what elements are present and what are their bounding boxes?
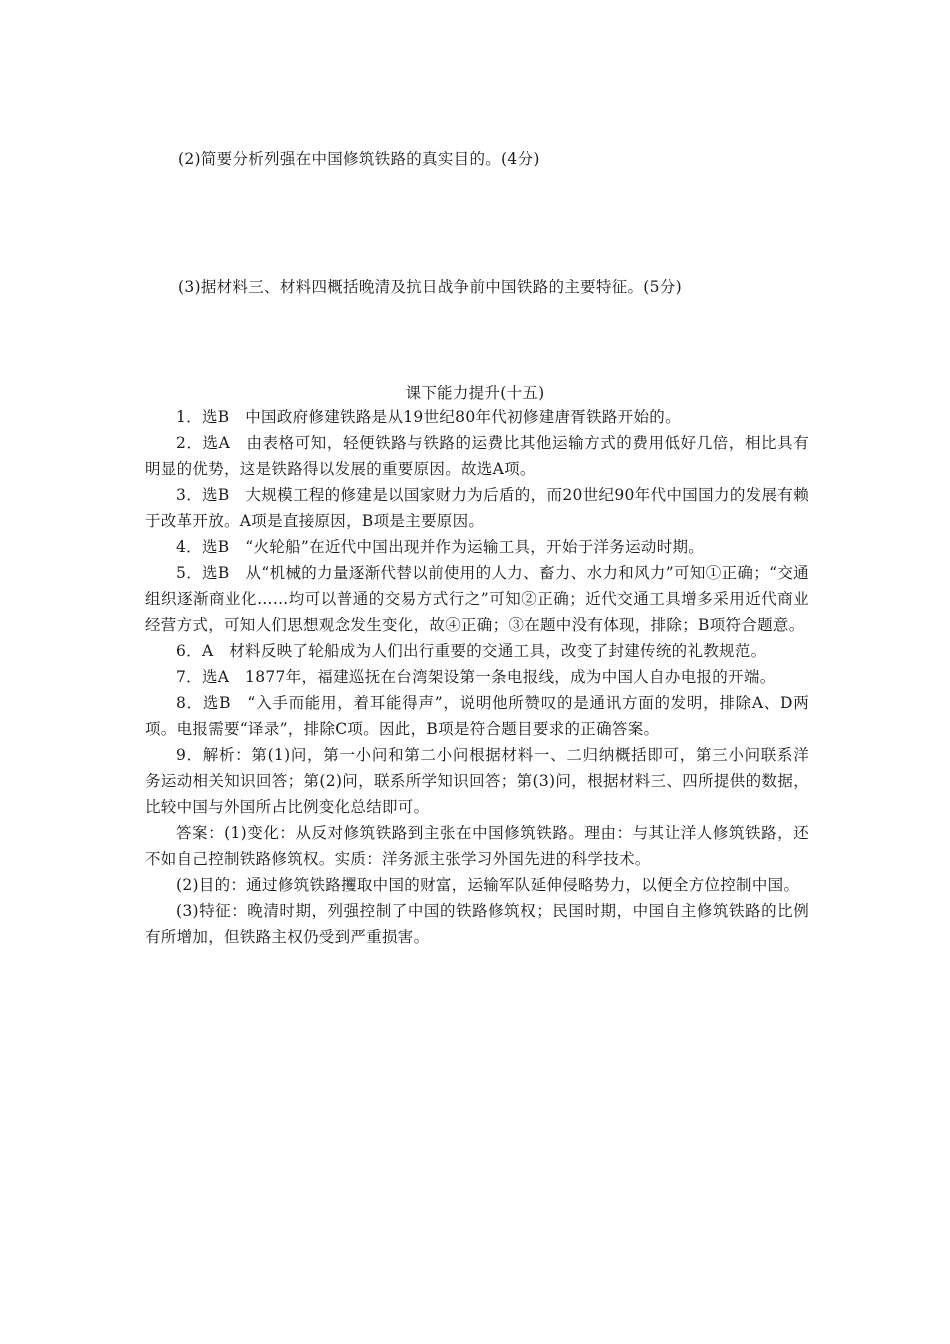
answer-9-part-2: (2)目的：通过修筑铁路攫取中国的财富，运输军队延伸侵略势力，以便全方位控制中国。 (176, 876, 800, 894)
question-3: (3)据材料三、材料四概括晚清及抗日战争前中国铁路的主要特征。(5分) (178, 278, 682, 296)
answer-2: 2．选A 由表格可知，轻便铁路与铁路的运费比其他运输方式的费用低好几倍，相比具有明显的优势，这是铁路得以发展的重要原因。故选A项。 (145, 434, 809, 478)
answer-5: 5．选B 从“机械的力量逐渐代替以前使用的人力、畜力、水力和风力”可知①正确；“交通组织逐渐商业化……均可以普通的交易方式行之”可知②正确；近代交通工具增多采用近代商业经营方式，可知人们思想观念发生变化，故④正确；③在题中没有体现，排除；B项符合题意。 (145, 564, 809, 634)
answer-4: 4．选B “火轮船”在近代中国出现并作为运输工具，开始于洋务运动时期。 (176, 538, 705, 556)
answer-3: 3．选B 大规模工程的修建是以国家财力为后盾的，而20世纪90年代中国国力的发展有赖于改革开放。A项是直接原因，B项是主要原因。 (145, 486, 809, 530)
answer-9-part-3: (3)特征：晚清时期，列强控制了中国的铁路修筑权；民国时期，中国自主修筑铁路的比例有所增加，但铁路主权仍受到严重损害。 (145, 902, 809, 946)
section-title: 课下能力提升(十五) (405, 384, 545, 402)
question-2: (2)简要分析列强在中国修筑铁路的真实目的。(4分) (178, 150, 540, 168)
answer-1: 1．选B 中国政府修建铁路是从19世纪80年代初修建唐胥铁路开始的。 (176, 408, 681, 426)
answer-6: 6．A 材料反映了轮船成为人们出行重要的交通工具，改变了封建传统的礼教规范。 (176, 642, 767, 660)
answer-list (145, 404, 809, 950)
answer-9-analysis: 9．解析：第(1)问，第一小问和第二小问根据材料一、二归纳概括即可，第三小问联系洋务运动相关知识回答；第(2)问，联系所学知识回答；第(3)问，根据材料三、四所提供的数据，比较中国与外国所占比例变化总结即可。 (145, 746, 809, 816)
answer-9-part-1: 答案：(1)变化：从反对修筑铁路到主张在中国修筑铁路。理由：与其让洋人修筑铁路，还不如自己控制铁路修筑权。实质：洋务派主张学习外国先进的科学技术。 (145, 824, 809, 868)
answer-8: 8．选B “入手而能用，着耳能得声”，说明他所赞叹的是通讯方面的发明，排除A、D两项。电报需要“译录”，排除C项。因此，B项是符合题目要求的正确答案。 (145, 694, 809, 738)
answer-7: 7．选A 1877年，福建巡抚在台湾架设第一条电报线，成为中国人自办电报的开端。 (176, 668, 776, 686)
